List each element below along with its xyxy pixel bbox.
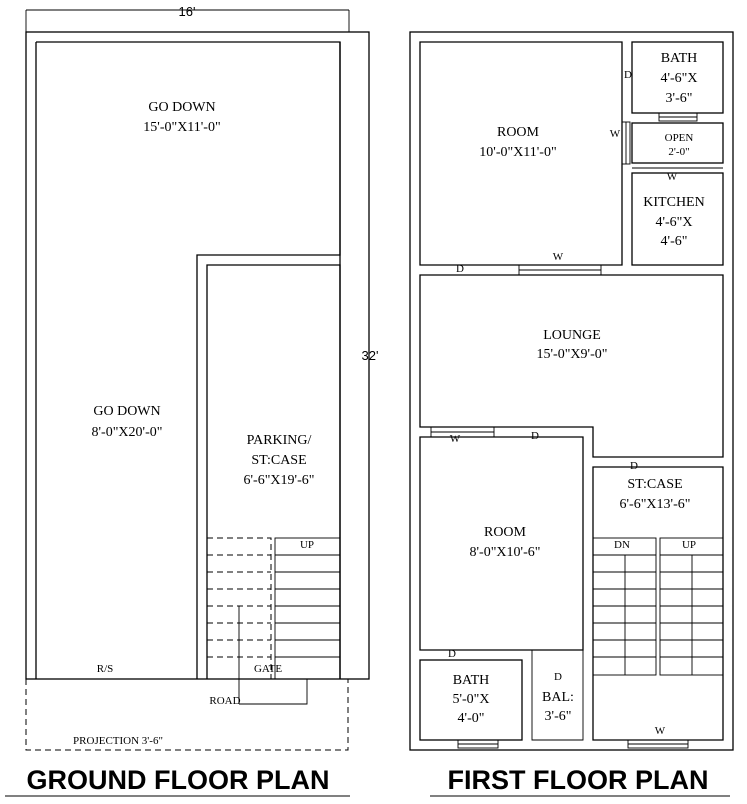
lounge-walls [420,275,723,457]
stcase-name: ST:CASE [627,477,683,492]
stcase-window-label: W [654,725,666,737]
lounge-size: 15'-0"X9'-0" [536,347,608,362]
stcase-door-label: D [630,460,638,472]
bath1-door-label: D [624,69,632,81]
bath2-size-2: 4'-0" [457,711,485,726]
godown-inner-wall [36,42,340,679]
godown2-size: 8'-0"X20'-0" [91,425,163,440]
kitchen-name: KITCHEN [643,195,705,210]
bath1-size-2: 3'-6" [665,91,693,106]
godown1-name: GO DOWN [148,100,216,115]
balcony-size: 3'-6" [544,709,572,724]
room2-size: 8'-0"X10'-6" [469,545,541,560]
first-floor-plan [410,32,733,796]
room2-door-label: D [531,430,539,442]
parking-label-2: ST:CASE [251,453,307,468]
balcony-name: BAL: [542,690,574,705]
room1-side-window-label: W [609,128,621,140]
ground-floor-plan [5,4,378,796]
room1-window-label: W [552,251,564,263]
stairs-dn-label: DN [614,539,630,551]
height-dim-label: 32' [361,348,379,363]
bath2-name: BATH [452,673,490,688]
godown1-size: 15'-0"X11'-0" [143,120,221,135]
stair-outline [275,538,340,679]
room2-name: ROOM [483,525,527,540]
stair-up-outline [660,538,723,675]
first-stairs [593,538,723,675]
bath1-size-1: 4'-6"X [660,71,698,86]
gate-outline [239,679,307,704]
stcase-size: 6'-6"X13'-6" [619,497,691,512]
parking-inner-wall [207,265,340,679]
stair-dn-outline [593,538,656,675]
kitchen-size-2: 4'-6" [660,234,688,249]
ground-stairs-up-label: UP [299,539,315,551]
lounge-name: LOUNGE [543,328,601,343]
parking-label-1: PARKING/ [246,433,312,448]
kitchen-window-label: W [666,171,678,183]
kitchen-size-1: 4'-6"X [655,215,693,230]
room1-door-label: D [456,263,464,275]
projection-label: PROJECTION 3'-6" [73,735,163,747]
parking-size: 6'-6"X19'-6" [243,473,315,488]
bath1-name: BATH [660,51,698,66]
bath2-size-1: 5'-0"X [452,692,490,707]
ground-floor-title: GROUND FLOOR PLAN [26,765,330,795]
open-size: 2'-0" [668,146,690,158]
room1-size: 10'-0"X11'-0" [479,145,557,160]
godown2-name: GO DOWN [93,404,161,419]
road-label: ROAD [209,695,241,707]
room2-window-label: W [449,433,461,445]
room1-name: ROOM [496,125,540,140]
gate-label: GATE [253,663,283,675]
stairs-up-label: UP [681,539,697,551]
width-dim-label: 16' [178,4,196,19]
first-floor-title: FIRST FLOOR PLAN [447,765,709,795]
bath2-door-label: D [448,648,456,660]
balcony-door-label: D [554,671,562,683]
rs-label: R/S [96,663,114,675]
room2-walls [420,437,583,650]
open-name: OPEN [664,132,694,144]
